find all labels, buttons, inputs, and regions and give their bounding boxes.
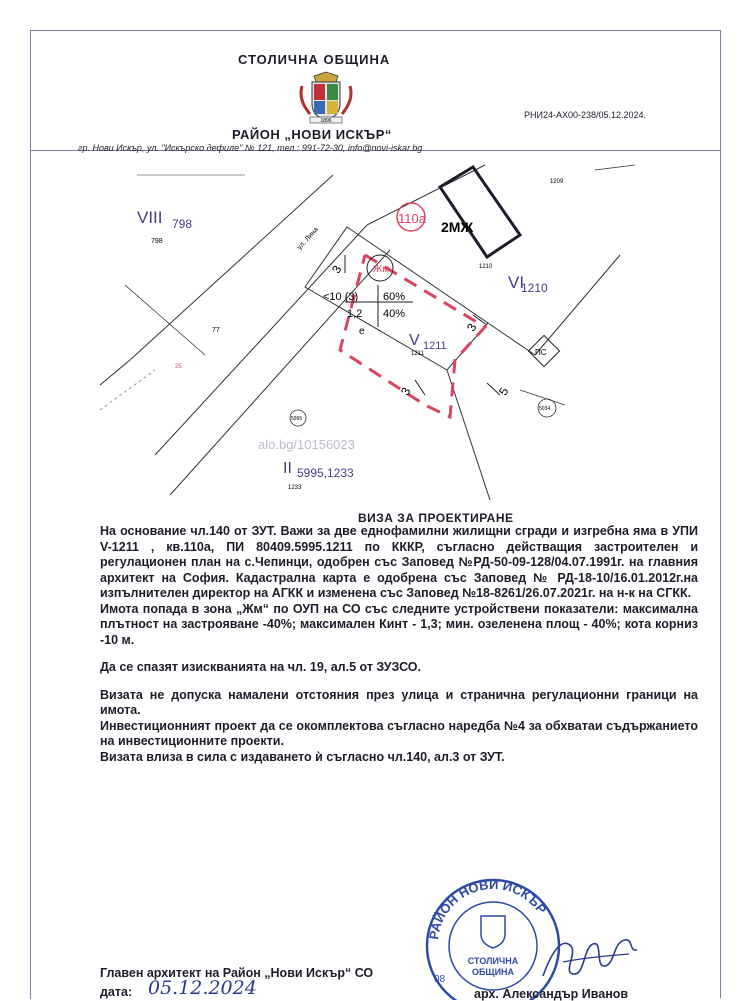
document-frame-right [720, 30, 721, 998]
indicator-type: е [359, 326, 365, 337]
setback-five: 5 [495, 384, 512, 398]
lot-v-small: 1211 [411, 351, 424, 357]
visa-title: ВИЗА ЗА ПРОЕКТИРАНЕ [358, 511, 514, 525]
date-label: дата: [100, 985, 133, 999]
plot-5034-label: 5034 [539, 406, 551, 412]
district-name: РАЙОН „НОВИ ИСКЪР“ [232, 127, 392, 142]
lot-ii-label: II [283, 460, 292, 477]
lot-v-sub: 1211 [423, 340, 447, 352]
svg-text:РАЙОН НОВИ ИСКЪР [426, 877, 550, 940]
visa-paragraph-zuzso: Да се спазят изискванията на чл. 19, ал.5 от ЗУЗСО. [100, 660, 421, 674]
visa-body [100, 524, 698, 765]
crest-year: 1896 [320, 118, 332, 124]
regulation-plan [95, 155, 655, 500]
municipality-crest-icon [296, 70, 356, 126]
architect-title: Главен архитект на Район „Нови Искър“ СО [100, 966, 374, 980]
plot-25-label: 25 [175, 364, 182, 370]
visa-paragraph-project: Инвестиционният проект да се окомплектова съгласно наредба №4 за обхватаи съдържанието на инвестиционните проекти. [100, 718, 698, 748]
stamp-code: 08 [434, 974, 446, 985]
lot-viii-sub: 798 [172, 217, 193, 231]
street-name: ул. Лина [296, 226, 320, 252]
lot-ii-sub: 5995,1233 [297, 466, 354, 480]
stamp-center-line1: СТОЛИЧНА [467, 956, 519, 966]
document-number: РНИ24-АХ00-238/05.12.2024. [524, 110, 647, 120]
plot-top-number: 1209 [550, 179, 564, 185]
stamp-arc-text: РАЙОН НОВИ ИСКЪР [426, 876, 550, 941]
plot-77-label: 77 [212, 327, 220, 334]
visa-paragraph-basis: На основание чл.140 от ЗУТ. Важи за две еднофамилни жилищни сгради и изгребна яма в УПИ V-1211 , кв.110а, ПИ 80409.5995.1211 по КККР, съгласно действащия застроителен и регулационен план на с.Чепинци, одобрен със Заповед №РД-50-09-128/04.07.1991г. на главния архитект на София. Кадастрална карта е одобрена със Заповед № РД-18-10/16.01.2012г.на изпълнителен директор на АГКК и изменена със Заповед №18-8261/26.07.2021г. на н-к на СГКК. [100, 524, 698, 600]
building-label: 2МЖ [441, 219, 474, 235]
street-edge-right [170, 250, 390, 495]
municipality-name: СТОЛИЧНА ОБЩИНА [238, 52, 391, 67]
lot-viii-label: VIII [137, 208, 163, 227]
zone-label: Жм [373, 264, 390, 275]
visa-paragraph-zone: Имота попада в зона „Жм“ по ОУП на СО със следните устройствени показатели: максимална плътност на застрояване -40%; максимален Кинт - 1,3; мин. озеленена площ - 40%; кота корниз -10 м. [100, 601, 698, 647]
street-edge-center [155, 225, 367, 455]
indicator-green: 40% [383, 308, 406, 320]
visa-paragraph-setbacks: Визата не допуска намалени отстояния през улица и странична регулационни граници на имота. [100, 687, 698, 717]
lot-ii-small: 1233 [288, 485, 302, 491]
lot-vi-sub: 1210 [521, 281, 548, 295]
lot-v-label: V [409, 332, 420, 349]
indicator-kint: 1,2 [347, 308, 363, 320]
architect-signature [533, 928, 643, 988]
setback-side: 3 [463, 320, 480, 334]
district-address: гр. Нови Искър, ул. "Искърско дефиле" № 121, тел.: 991-72-30, info@novi-iskar.bg [78, 143, 423, 153]
lot-vi-label: VI [508, 273, 525, 292]
date-value: 05.12.2024 [148, 977, 257, 999]
street-edge-left [130, 175, 333, 360]
ps-label: ПС [535, 348, 547, 357]
lot-viii-small: 798 [151, 238, 163, 245]
plot-5995-label: 5995 [291, 416, 303, 422]
building-number: 1210 [479, 264, 493, 270]
stamp-center-line2: ОБЩИНА [471, 967, 515, 977]
setback-rear: 3 [397, 384, 414, 398]
indicator-density: 60% [383, 291, 406, 303]
existing-building [440, 167, 520, 257]
watermark: alo.bg/10156023 [258, 437, 355, 452]
architect-name: арх. Александър Иванов [474, 987, 629, 1001]
visa-paragraph-validity: Визата влиза в сила с издаването ѝ съгласно чл.140, ал.3 от ЗУТ. [100, 749, 505, 764]
setback-front: 3 [328, 262, 345, 276]
indicator-height: <10 (3) [323, 291, 359, 303]
block-number: 110а [398, 211, 426, 226]
